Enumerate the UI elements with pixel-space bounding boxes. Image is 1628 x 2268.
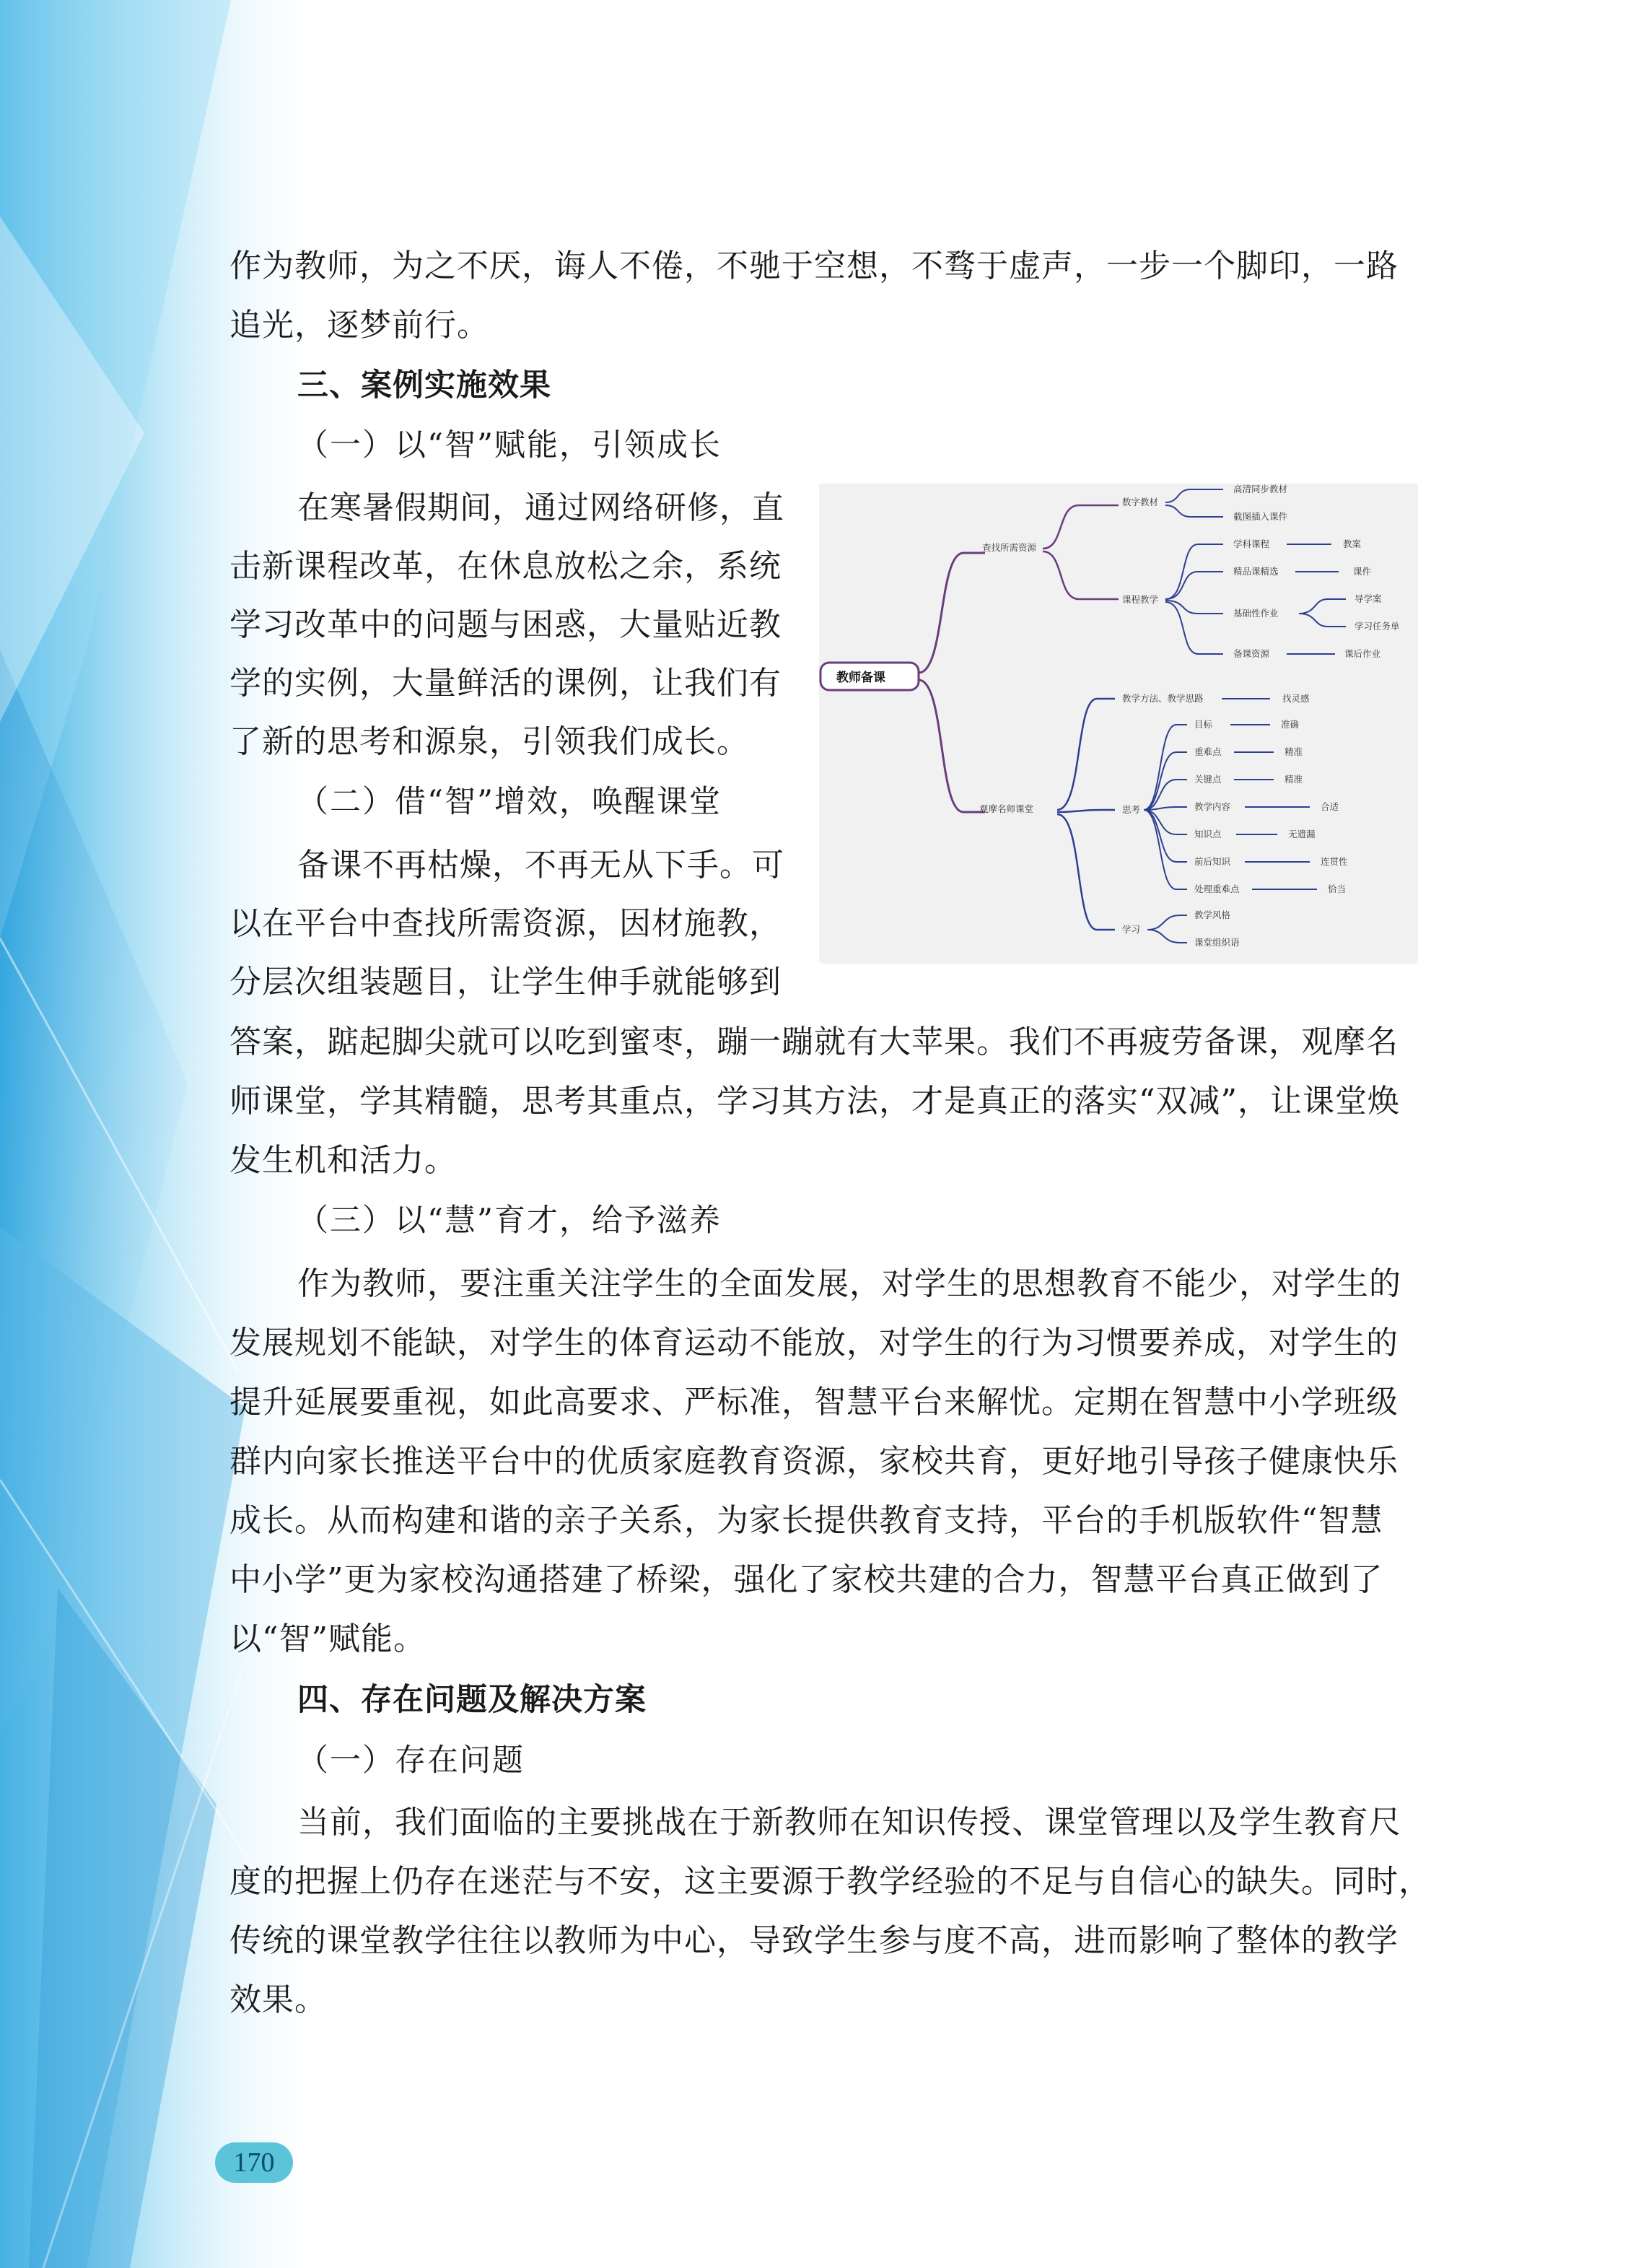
p5-line2: 度的把握上仍存在迷茫与不安，这主要源于教学经验的不足与自信心的缺失。同时， (229, 1863, 1431, 1900)
mindmap-think-val-3: 精准 (1285, 774, 1303, 785)
mindmap-digital-textbook: 数字教材 (1122, 497, 1159, 507)
mindmap-learn: 学习 (1122, 924, 1141, 935)
mindmap-think-key-3: 关键点 (1194, 774, 1222, 785)
lesson-prep-mindmap (819, 484, 1418, 964)
mindmap-think-val-2: 精准 (1285, 746, 1303, 757)
mindmap-subject-course: 学科课程 (1233, 538, 1270, 549)
subheading-4: （一）存在问题 (297, 1743, 525, 1779)
p1-line1: 作为教师，为之不厌，诲人不倦，不驰于空想，不骛于虚声，一步一个脚印，一路 (229, 248, 1399, 284)
mindmap-classroom-language: 课堂组织语 (1194, 937, 1240, 948)
p2-line2: 击新课程改革，在休息放松之余，系统 (229, 548, 782, 585)
mindmap-course-teaching: 课程教学 (1122, 594, 1159, 605)
p4-line5: 成长。从而构建和谐的亲子关系，为家长提供教育支持，平台的手机版软件“智慧 (229, 1502, 1383, 1539)
p3-line1: 备课不再枯燥，不再无从下手。可 (297, 847, 784, 884)
p4-line7: 以“智”赋能。 (229, 1621, 426, 1657)
page-number: 170 (215, 2142, 293, 2183)
subheading-1: （一）以“智”赋能，引领成长 (297, 427, 722, 463)
p1-line2: 追光，逐梦前行。 (229, 307, 489, 344)
p4-line4: 群内向家长推送平台中的优质家庭教育资源，家校共育，更好地引导孩子健康快乐 (229, 1443, 1399, 1480)
subheading-2: （二）借“智”增效，唤醒课堂 (297, 784, 722, 820)
mindmap-think-items (1144, 719, 1348, 894)
mindmap-courseware: 课件 (1353, 566, 1372, 577)
p5-line4: 效果。 (229, 1981, 327, 2018)
p3-line3: 分层次组装题目，让学生伸手就能够到 (229, 964, 782, 1000)
p2-line5: 了新的思考和源泉，引领我们成长。 (229, 723, 749, 760)
p3-line6: 发生机和活力。 (229, 1142, 457, 1179)
mindmap-teaching-style: 教学风格 (1194, 910, 1231, 920)
p4-line6: 中小学”更为家校沟通搭建了桥梁，强化了家校共建的合力，智慧平台真正做到了 (229, 1561, 1383, 1598)
mindmap-think-key-1: 目标 (1194, 719, 1213, 730)
mindmap-quality-lessons: 精品课精选 (1233, 566, 1279, 577)
mindmap-think-val-7: 恰当 (1328, 884, 1347, 894)
mindmap-prep-resources: 备课资源 (1233, 648, 1270, 659)
p4-line1: 作为教师，要注重关注学生的全面发展，对学生的思想教育不能少，对学生的 (297, 1265, 1401, 1302)
subheading-3: （三）以“慧”育才，给予滋养 (297, 1203, 722, 1239)
mindmap-svg (819, 484, 1418, 964)
p2-line1: 在寒暑假期间，通过网络研修，直 (297, 489, 784, 526)
p3-line5: 师课堂，学其精髓，思考其重点，学习其方法，才是真正的落实“双减”，让课堂焕 (229, 1083, 1400, 1120)
mindmap-think-key-7: 处理重难点 (1194, 884, 1240, 894)
mindmap-think-key-5: 知识点 (1194, 829, 1222, 839)
mindmap-lesson-plan: 教案 (1343, 538, 1362, 549)
mindmap-screenshot-courseware: 截图插入课件 (1233, 511, 1288, 522)
section-heading-3: 三、案例实施效果 (297, 367, 551, 404)
mindmap-think-key-4: 教学内容 (1194, 801, 1231, 812)
mindmap-task-sheet: 学习任务单 (1355, 621, 1400, 632)
p2-line4: 学的实例，大量鲜活的课例，让我们有 (229, 665, 782, 702)
mindmap-think-val-4: 合适 (1321, 801, 1339, 812)
mindmap-guide-plan: 导学案 (1355, 593, 1382, 604)
mindmap-think-key-2: 重难点 (1194, 746, 1222, 757)
mindmap-think-val-6: 连贯性 (1321, 856, 1348, 867)
mindmap-think-val-1: 准确 (1281, 719, 1300, 730)
mindmap-find-inspiration: 找灵感 (1282, 693, 1310, 704)
mindmap-branch-observe-lessons: 观摩名师课堂 (979, 803, 1034, 814)
p5-line1: 当前，我们面临的主要挑战在于新教师在知识传授、课堂管理以及学生教育尺 (297, 1804, 1401, 1841)
mindmap-root: 教师备课 (836, 671, 885, 685)
mindmap-after-class-homework: 课后作业 (1344, 648, 1381, 659)
p4-line2: 发展规划不能缺，对学生的体育运动不能放，对学生的行为习惯要养成，对学生的 (229, 1325, 1399, 1361)
section-heading-4: 四、存在问题及解决方案 (297, 1682, 647, 1718)
p5-line3: 传统的课堂教学往往以教师为中心，导致学生参与度不高，进而影响了整体的教学 (229, 1922, 1399, 1959)
mindmap-teaching-method: 教学方法、教学思路 (1122, 693, 1204, 704)
mindmap-think: 思考 (1122, 804, 1141, 815)
mindmap-basic-homework: 基础性作业 (1233, 608, 1279, 619)
p4-line3: 提升延展要重视，如此高要求、严标准，智慧平台来解忧。定期在智慧中小学班级 (229, 1384, 1399, 1421)
p3-line4: 答案，踮起脚尖就可以吃到蜜枣，蹦一蹦就有大苹果。我们不再疲劳备课，观摩名 (229, 1024, 1399, 1060)
p2-line3: 学习改革中的问题与困惑，大量贴近教 (229, 606, 782, 643)
p3-line2: 以在平台中查找所需资源，因材施教， (229, 905, 782, 942)
mindmap-hd-textbook: 高清同步教材 (1233, 484, 1288, 494)
mindmap-branch-find-resources: 查找所需资源 (982, 542, 1037, 553)
mindmap-think-key-6: 前后知识 (1194, 856, 1231, 867)
mindmap-think-val-5: 无遗漏 (1288, 829, 1316, 839)
